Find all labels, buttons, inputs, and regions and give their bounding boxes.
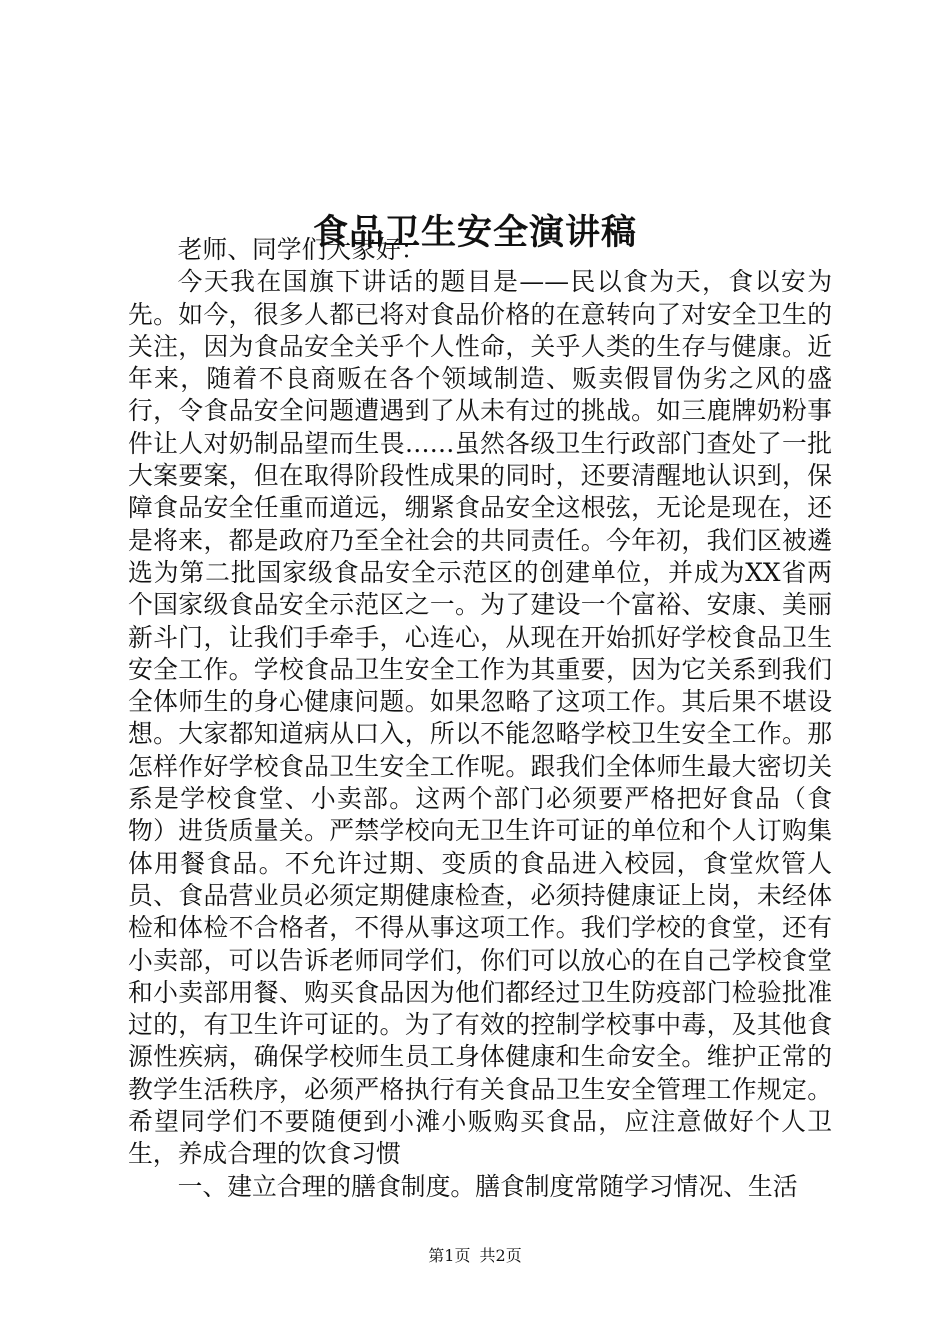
greeting-paragraph: 老师、同学们大家好：	[177, 235, 426, 264]
section-paragraph: 一、建立合理的膳食制度。膳食制度常随学习情况、生活	[177, 1171, 798, 1201]
page-number: 第1页 共2页	[428, 1246, 522, 1265]
page-footer	[0, 1244, 950, 1268]
document-body	[128, 234, 832, 1203]
body-paragraph: 今天我在国旗下讲话的题目是——民以食为天，食以安为先。如今，很多人都已将对食品价格的在意转向了对安全卫生的关注，因为食品安全关乎个人性命，关乎人类的生存与健康。近年来，随着不良商贩在各个领域制造、贩卖假冒伪劣之风的盛行，令食品安全问题遭遇到了从未有过的挑战。如三鹿牌奶粉事件让人对奶制品望而生畏……虽然各级卫生行政部门查处了一批大案要案，但在取得阶段性成果的同时，还要清醒地认识到，保障食品安全任重而道远，绷紧食品安全这根弦，无论是现在，还是将来，都是政府乃至全社会的共同责任。今年初，我们区被遴选为第二批国家级食品安全示范区的创建单位，并成为XX省两个国家级食品安全示范区之一。为了建设一个富裕、安康、美丽新斗门，让我们手牵手，心连心，从现在开始抓好学校食品卫生安全工作。学校食品卫生安全工作为其重要，因为它关系到我们全体师生的身心健康问题。如果忽略了这项工作。其后果不堪设想。大家都知道病从口入，所以不能忽略学校卫生安全工作。那怎样作好学校食品卫生安全工作呢。跟我们全体师生最大密切关系是学校食堂、小卖部。这两个部门必须要严格把好食品（食物）进货质量关。严禁学校向无卫生许可证的单位和个人订购集体用餐食品。不允许过期、变质的食品进入校园，食堂炊管人员、食品营业员必须定期健康检查，必须持健康证上岗，未经体检和体检不合格者，不得从事这项工作。我们学校的食堂，还有小卖部，可以告诉老师同学们，你们可以放心的在自己学校食堂和小卖部用餐、购买食品因为他们都经过卫生防疫部门检验批准过的，有卫生许可证的。为了有效的控制学校事中毒，及其他食源性疾病，确保学校师生员工身体健康和生命安全。维护正常的教学生活秩序，必须严格执行有关食品卫生安全管理工作规定。希望同学们不要随便到小滩小贩购买食品，应注意做好个人卫生，养成合理的饮食习惯	[128, 267, 832, 1169]
page-title: 食品卫生安全演讲稿	[312, 213, 637, 254]
